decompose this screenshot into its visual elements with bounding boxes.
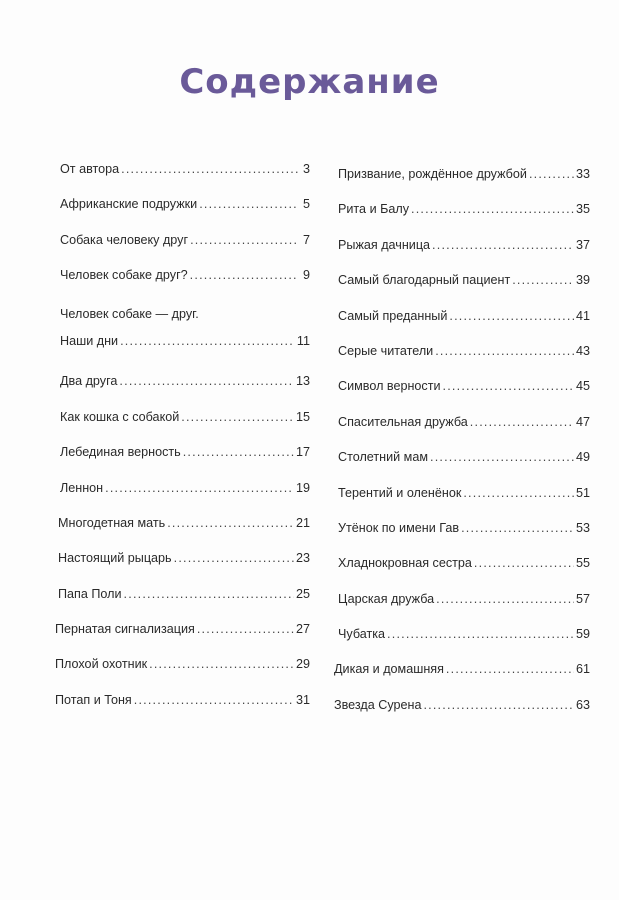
toc-entry-page: 33 [575, 167, 590, 181]
toc-entry-title: От автора [60, 162, 120, 176]
page-title: Содержание [179, 62, 440, 102]
toc-entry[interactable] [60, 233, 310, 268]
leader-dots [105, 481, 294, 495]
toc-entry[interactable] [334, 698, 590, 733]
toc-entry-page: 21 [295, 515, 310, 530]
toc-entry-page: 53 [575, 520, 590, 535]
toc-entry-title: Чубатка [338, 627, 386, 642]
leader-dots [432, 238, 574, 252]
leader-dots [449, 309, 574, 323]
leader-dots [461, 521, 574, 535]
leader-dots [435, 344, 574, 358]
toc-entry-page: 35 [575, 202, 590, 217]
toc-entry-page: 37 [575, 237, 590, 252]
leader-dots [197, 622, 294, 636]
leader-dots [121, 162, 298, 176]
toc-entry-title: Пернатая сигнализация [55, 622, 195, 637]
toc-entry-title: Два друга [60, 374, 118, 389]
leader-dots [199, 197, 298, 211]
toc-entry-page: 11 [296, 333, 310, 348]
toc-entry[interactable] [60, 197, 310, 232]
toc-entry-title: Рыжая дачница [338, 237, 431, 252]
toc-entry[interactable] [60, 162, 310, 197]
leader-dots [387, 627, 574, 641]
toc-entry[interactable] [338, 627, 590, 662]
toc-entry-title-cont: Наши дни [60, 333, 119, 348]
toc-entry[interactable] [338, 486, 590, 521]
leader-dots [190, 233, 298, 247]
toc-entry-title: Потап и Тоня [55, 692, 132, 707]
toc-entry-page: 51 [575, 485, 590, 500]
toc-entry-title: Леннон [60, 480, 104, 495]
toc-entry-page: 61 [575, 662, 590, 677]
toc-entry-page: 13 [295, 374, 310, 389]
toc-entry-title: Царская дружба [338, 591, 435, 606]
toc-entry[interactable] [58, 516, 310, 551]
toc-entry-title: Дикая и домашняя [334, 662, 444, 677]
leader-dots [120, 334, 295, 348]
toc-entry-page: 55 [575, 556, 590, 571]
toc-entry-title: Призвание, рождённое дружбой [338, 167, 527, 181]
leader-dots [119, 374, 294, 388]
leader-dots [124, 587, 294, 601]
toc-entry-page: 41 [575, 308, 590, 323]
toc-entry-title: Столетний мам [338, 450, 428, 465]
leader-dots [134, 693, 294, 707]
leader-dots [529, 167, 574, 181]
toc-entry-page: 17 [295, 445, 310, 460]
toc-entry-title: Плохой охотник [55, 657, 148, 672]
leader-dots [190, 268, 298, 282]
leader-dots [443, 379, 574, 393]
toc-entry-page: 57 [575, 591, 590, 606]
toc-entry-page: 31 [295, 692, 310, 707]
toc-entry[interactable] [60, 304, 310, 375]
toc-entry[interactable] [338, 521, 590, 556]
toc-entry-title: Серые читатели [338, 343, 434, 358]
toc-entry-title: Африканские подружки [60, 197, 198, 212]
toc-entry-title: Человек собаке — друг. [60, 306, 199, 321]
toc-entry-page: 9 [302, 268, 310, 283]
leader-dots [470, 415, 574, 429]
leader-dots [512, 273, 574, 287]
toc-entry-title: Как кошка с собакой [60, 409, 180, 424]
leader-dots [436, 592, 574, 606]
leader-dots [463, 486, 574, 500]
leader-dots [167, 516, 294, 530]
leader-dots [174, 551, 294, 565]
leader-dots [411, 202, 574, 216]
toc-entry-page: 47 [575, 414, 590, 429]
toc-entry-title: Утёнок по имени Гав [338, 520, 460, 535]
toc-entry[interactable] [338, 450, 590, 485]
toc-entry-title: Хладнокровная сестра [338, 556, 472, 571]
toc-entry-title: Спасительная дружба [338, 414, 468, 429]
toc-entry-page: 59 [575, 627, 590, 642]
toc-entry-page: 5 [302, 197, 310, 212]
toc-entry-title: Терентий и оленёнок [338, 485, 462, 500]
toc-left-column [55, 162, 310, 728]
toc-entry-page: 25 [295, 586, 310, 601]
toc-entry-title: Человек собаке друг? [60, 268, 188, 283]
leader-dots [183, 445, 294, 459]
toc-entry[interactable] [338, 556, 590, 591]
toc-entry[interactable] [338, 273, 590, 308]
toc-entry[interactable] [60, 268, 310, 303]
toc-entry-title: Рита и Балу [338, 202, 410, 217]
toc-entry-title: Настоящий рыцарь [58, 551, 172, 566]
toc-entry[interactable] [338, 592, 590, 627]
toc-entry-page: 19 [295, 480, 310, 495]
toc-entry-title: Многодетная мать [58, 515, 166, 530]
toc-entry-line2 [60, 334, 310, 348]
toc-entry[interactable] [338, 202, 590, 237]
toc-entry[interactable] [55, 657, 310, 692]
toc-entry-title: Собака человеку друг [60, 232, 189, 247]
toc-entry-title: Лебединая верность [60, 445, 181, 460]
toc-entry-page: 39 [575, 273, 590, 288]
toc-entry-title: Самый благодарный пациент [338, 273, 511, 288]
toc-entry[interactable] [60, 481, 310, 516]
leader-dots [474, 556, 574, 570]
toc-entry-page: 3 [302, 162, 310, 176]
toc-entry-page: 49 [575, 450, 590, 465]
leader-dots [446, 662, 574, 676]
toc-entry-page: 29 [295, 657, 310, 672]
toc-entry[interactable] [338, 167, 590, 202]
toc-entry-page: 43 [575, 343, 590, 358]
toc-entry[interactable] [58, 551, 310, 586]
leader-dots [423, 698, 574, 712]
toc-entry-page: 63 [575, 697, 590, 712]
toc-entry-page: 23 [295, 551, 310, 566]
toc-entry-page: 27 [295, 622, 310, 637]
leader-dots [149, 657, 294, 671]
leader-dots [181, 410, 294, 424]
toc-entry-title: Символ верности [338, 379, 441, 394]
toc-entry[interactable] [334, 662, 590, 697]
toc-entry-title: Звезда Сурена [334, 697, 422, 712]
toc-right-column [334, 167, 590, 733]
toc-entry-title: Самый преданный [338, 308, 448, 323]
toc-entry[interactable] [60, 445, 310, 480]
toc-entry[interactable] [58, 587, 310, 622]
toc-entry[interactable] [60, 374, 310, 409]
toc-entry[interactable] [60, 410, 310, 445]
toc-entry[interactable] [338, 238, 590, 273]
toc-entry-page: 7 [302, 232, 310, 247]
toc-entry[interactable] [55, 693, 310, 728]
toc-entry-title: Папа Поли [58, 586, 122, 601]
toc-entry-page: 15 [295, 409, 310, 424]
toc-entry[interactable] [55, 622, 310, 657]
toc-entry-page: 45 [575, 379, 590, 394]
toc-entry[interactable] [338, 379, 590, 414]
toc-entry[interactable] [338, 415, 590, 450]
toc-entry[interactable] [338, 309, 590, 344]
toc-entry[interactable] [338, 344, 590, 379]
leader-dots [430, 450, 574, 464]
